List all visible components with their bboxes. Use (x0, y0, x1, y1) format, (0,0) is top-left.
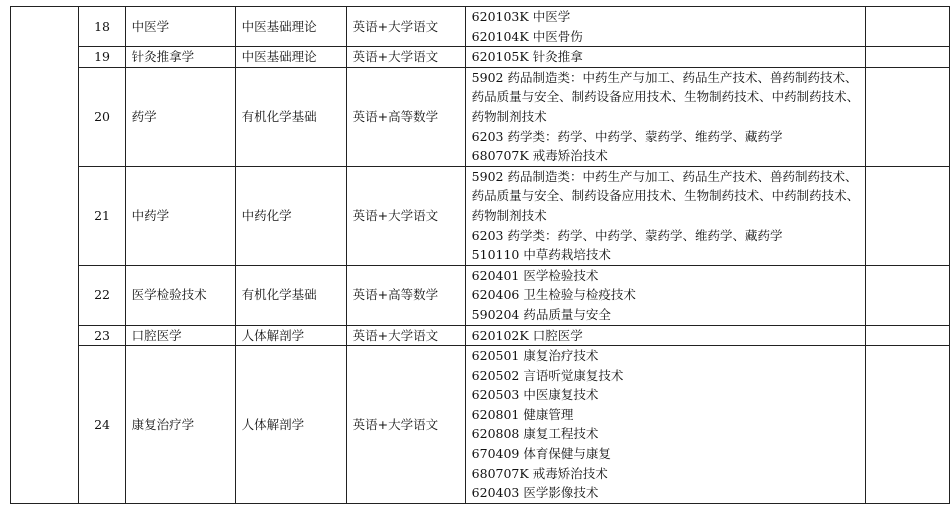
vocational-major-line: 590204 药品质量与安全 (471, 306, 611, 322)
remark-cell (866, 166, 950, 265)
remark-cell (866, 346, 950, 504)
vocational-major-line: 620502 言语听觉康复技术 (471, 367, 624, 383)
remark-cell (866, 7, 950, 47)
table-row (11, 67, 950, 166)
vocational-major-line: 670409 体育保健与康复 (471, 446, 611, 462)
vocational-major-line: 620808 康复工程技术 (471, 426, 599, 442)
vocational-major-line: 620401 医学检验技术 (471, 267, 599, 283)
professional-course-cell: 人体解剖学 (235, 346, 346, 504)
remark-cell (866, 67, 950, 166)
major-name-cell: 中药学 (125, 166, 235, 265)
vocational-major-line: 620501 康复治疗技术 (471, 348, 599, 364)
public-course-cell: 英语+大学语文 (346, 346, 465, 504)
major-name-cell: 中医学 (125, 7, 235, 47)
empty-left-cell (11, 7, 79, 504)
table-body (11, 7, 950, 504)
vocational-major-line: 5902 药品制造类：中药生产与加工、药品生产技术、兽药制药技术、 (471, 168, 858, 184)
vocational-majors-cell (465, 67, 866, 166)
row-number-cell: 22 (79, 265, 125, 325)
major-table (10, 6, 950, 504)
vocational-major-line: 680707K 戒毒矫治技术 (471, 148, 608, 164)
major-name-cell: 口腔医学 (125, 325, 235, 346)
public-course-cell: 英语+大学语文 (346, 325, 465, 346)
vocational-major-line: 620403 医学影像技术 (471, 485, 599, 501)
public-course-cell: 英语+高等数学 (346, 67, 465, 166)
vocational-major-line: 620503 中医康复技术 (471, 387, 599, 403)
vocational-major-line: 6203 药学类：药学、中药学、蒙药学、维药学、藏药学 (471, 128, 783, 144)
major-name-cell: 针灸推拿学 (125, 47, 235, 68)
row-number-cell: 18 (79, 7, 125, 47)
professional-course-cell: 中药化学 (235, 166, 346, 265)
vocational-major-line: 5902 药品制造类：中药生产与加工、药品生产技术、兽药制药技术、 (471, 69, 858, 85)
vocational-major-line: 620406 卫生检验与检疫技术 (471, 287, 636, 303)
public-course-cell: 英语+高等数学 (346, 265, 465, 325)
table-row (11, 346, 950, 504)
vocational-major-line: 620102K 口腔医学 (471, 327, 583, 343)
professional-course-cell: 中医基础理论 (235, 47, 346, 68)
professional-course-cell: 有机化学基础 (235, 67, 346, 166)
remark-cell (866, 47, 950, 68)
professional-course-cell: 有机化学基础 (235, 265, 346, 325)
row-number-cell: 20 (79, 67, 125, 166)
vocational-major-line: 药物制剂技术 (471, 108, 547, 124)
vocational-major-line: 620103K 中医学 (471, 9, 571, 24)
table-row (11, 47, 950, 68)
public-course-cell: 英语+大学语文 (346, 7, 465, 47)
row-number-cell: 21 (79, 166, 125, 265)
vocational-major-line: 药品质量与安全、制药设备应用技术、生物制药技术、中药制药技术、 (471, 188, 860, 204)
vocational-majors-cell (465, 265, 866, 325)
vocational-majors-cell (465, 325, 866, 346)
professional-course-cell: 人体解剖学 (235, 325, 346, 346)
vocational-major-line: 6203 药学类：药学、中药学、蒙药学、维药学、藏药学 (471, 227, 783, 243)
public-course-cell: 英语+大学语文 (346, 166, 465, 265)
professional-course-cell: 中医基础理论 (235, 7, 346, 47)
row-number-cell: 23 (79, 325, 125, 346)
major-name-cell: 药学 (125, 67, 235, 166)
vocational-major-line: 510110 中草药栽培技术 (471, 247, 611, 263)
table-row (11, 265, 950, 325)
vocational-majors-cell (465, 47, 866, 68)
table-row (11, 7, 950, 47)
major-name-cell: 医学检验技术 (125, 265, 235, 325)
remark-cell (866, 265, 950, 325)
major-name-cell: 康复治疗学 (125, 346, 235, 504)
table-row (11, 325, 950, 346)
vocational-major-line: 680707K 戒毒矫治技术 (471, 465, 608, 481)
vocational-major-line: 620104K 中医骨伤 (471, 28, 583, 44)
vocational-majors-cell (465, 346, 866, 504)
table-row (11, 166, 950, 265)
vocational-major-line: 620105K 针灸推拿 (471, 49, 583, 65)
vocational-major-line: 620801 健康管理 (471, 406, 574, 422)
public-course-cell: 英语+大学语文 (346, 47, 465, 68)
row-number-cell: 19 (79, 47, 125, 68)
vocational-majors-cell (465, 7, 866, 47)
vocational-majors-cell (465, 166, 866, 265)
vocational-major-line: 药物制剂技术 (471, 207, 547, 223)
row-number-cell: 24 (79, 346, 125, 504)
remark-cell (866, 325, 950, 346)
vocational-major-line: 药品质量与安全、制药设备应用技术、生物制药技术、中药制药技术、 (471, 89, 860, 105)
